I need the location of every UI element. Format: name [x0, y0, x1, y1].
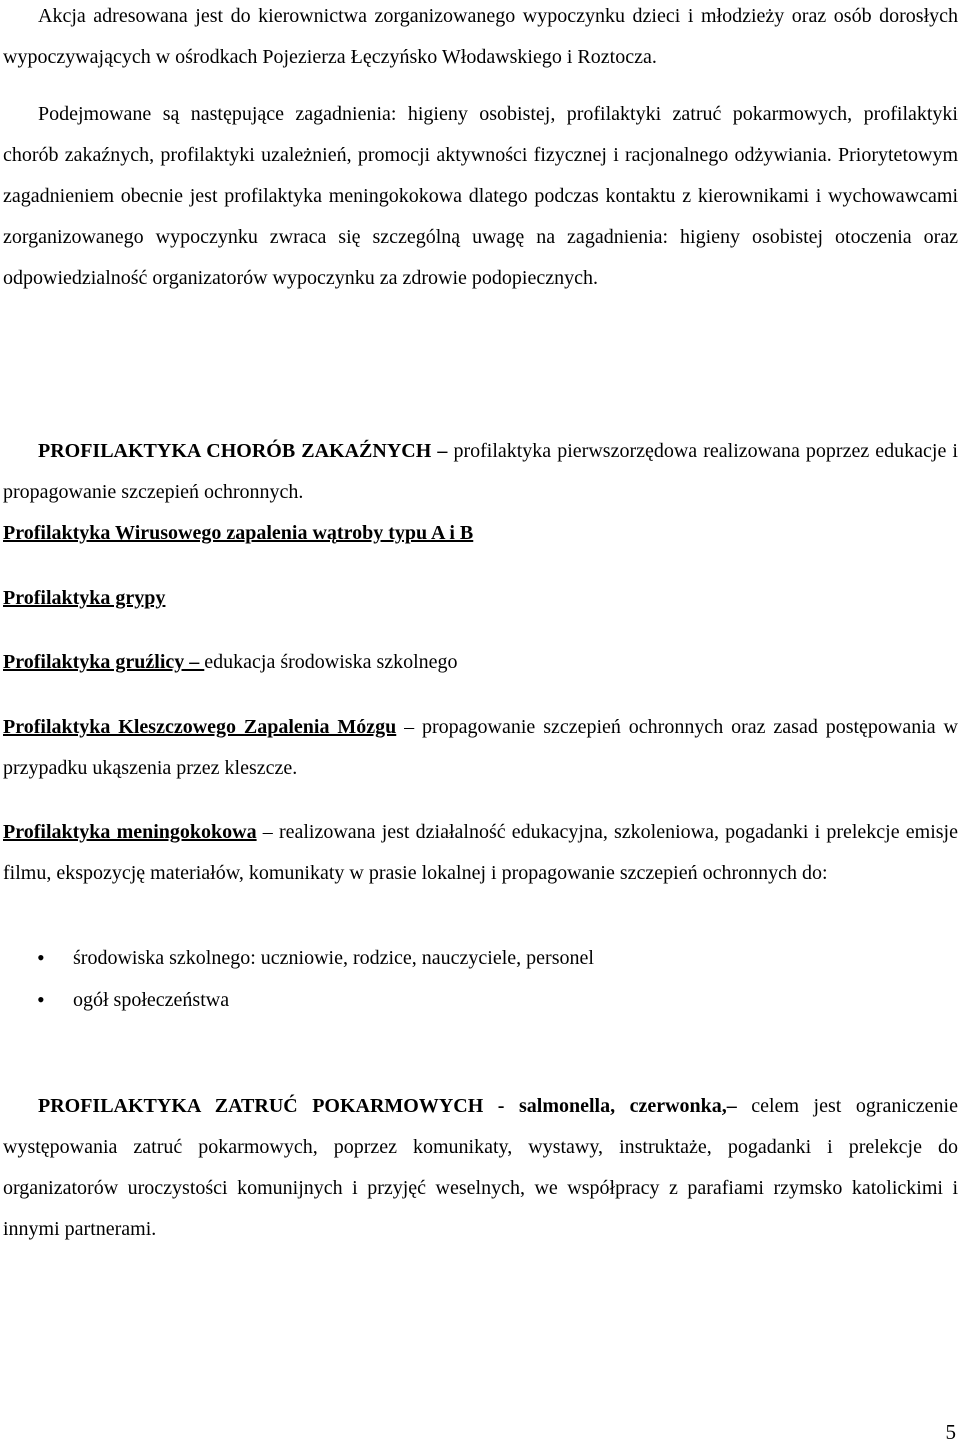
topics-text: Podejmowane są następujące zagadnienia: higieny osobistej, profilaktyki zatruć pokarmowych, profilaktyki chorób zakaźnych, profilaktyki uzależnień, promocji aktywności fizycznej i racjonalnego odżywiania. — [3, 103, 958, 166]
tbe-heading: Profilaktyka Kleszczowego Zapalenia Mózgu — [3, 716, 397, 738]
flu-heading: Profilaktyka grypy — [3, 587, 166, 609]
meningococcal-block — [3, 812, 958, 894]
list-item — [3, 979, 958, 1021]
tuberculosis-block — [3, 642, 958, 683]
bullet-list — [3, 937, 958, 1021]
tuberculosis-text: edukacja środowiska szkolnego — [204, 651, 458, 673]
intro-paragraph — [3, 0, 958, 78]
bullet-icon: • — [37, 945, 45, 970]
tuberculosis-heading: Profilaktyka gruźlicy – — [3, 651, 205, 673]
meningococcal-heading: Profilaktyka meningokokowa — [3, 821, 257, 843]
bullet-icon: • — [37, 987, 45, 1012]
hepatitis-heading: Profilaktyka Wirusowego zapalenia wątroby typu A i B — [3, 522, 474, 544]
section-heading: PROFILAKTYKA CHORÓB ZAKAŹNYCH – — [38, 440, 454, 462]
section-text: profilaktyka pierwszorzędowa realizowana poprzez edukacje i propagowanie szczepień ochronnych. — [3, 440, 958, 503]
tbe-block — [3, 707, 958, 789]
list-item-text: ogół społeczeństwa — [73, 989, 230, 1011]
list-item — [3, 937, 958, 979]
meningococcal-text: – realizowana jest działalność edukacyjna, szkoleniowa, pogadanki i prelekcje emisje filmu, ekspozycję materiałów, komunikaty w prasie lokalnej i propagowanie szczepień ochronnych do: — [3, 821, 958, 884]
section-text: celem jest ograniczenie występowania zatruć pokarmowych, poprzez komunikaty, wystawy, instruktaże, pogadanki i prelekcje do organizatorów uroczystości komunijnych i przyjęć weselnych, we współpracy z parafiami rzymsko katolickimi i innymi partnerami. — [3, 1095, 958, 1240]
section-heading: PROFILAKTYKA ZATRUĆ POKARMOWYCH - salmonella, czerwonka,– — [38, 1095, 752, 1117]
food-poisoning-section — [3, 1086, 958, 1250]
bullet-list-block — [3, 937, 958, 1021]
list-item-text: środowiska szkolnego: uczniowie, rodzice, nauczyciele, personel — [73, 947, 594, 969]
infectious-section — [3, 431, 958, 513]
priority-text: Priorytetowym zagadnieniem obecnie jest profilaktyka meningokokowa dlatego podczas kontaktu z kierownikami i wychowawcami zorganizowanego wypoczynku zwraca się szczególną uwagę na zagadnienia: higieny osobistej otoczenia oraz odpowiedzialność organizatorów wypoczynku za zdrowie podopiecznych. — [3, 144, 958, 289]
topics-paragraph — [3, 94, 958, 299]
flu-heading-block — [3, 578, 958, 619]
hepatitis-heading-block — [3, 513, 958, 554]
tbe-text: – propagowanie szczepień ochronnych oraz zasad postępowania w przypadku ukąszenia przez kleszcze. — [3, 716, 959, 779]
paragraph-text: Akcja adresowana jest do kierownictwa zorganizowanego wypoczynku dzieci i młodzieży oraz osób dorosłych wypoczywających w ośrodkach Pojezierza Łęczyńsko Włodawskiego i Roztocza. — [3, 5, 958, 68]
page-number: 5 — [945, 1420, 956, 1444]
